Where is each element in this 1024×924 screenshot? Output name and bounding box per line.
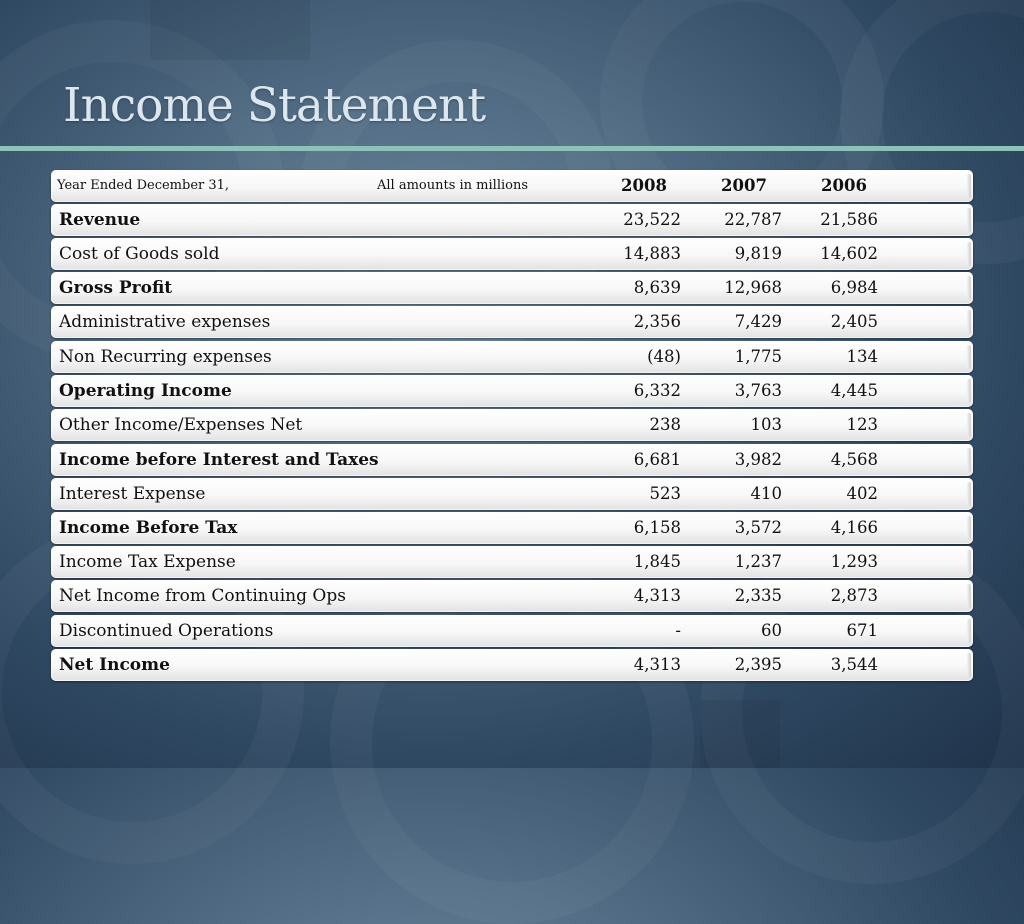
row-value-2008: 523 xyxy=(649,484,681,503)
row-label: Gross Profit xyxy=(59,278,173,298)
row-value-2008: 238 xyxy=(649,415,681,434)
row-value-2007: 1,775 xyxy=(734,347,782,366)
row-value-2007: 60 xyxy=(761,621,782,640)
row-value-2006: 402 xyxy=(846,484,878,503)
row-value-2007: 3,763 xyxy=(734,381,782,400)
row-value-2008: 6,332 xyxy=(633,381,681,400)
row-value-2008: 4,313 xyxy=(633,655,681,674)
row-value-2007: 7,429 xyxy=(734,312,782,331)
table-row xyxy=(51,478,973,510)
row-label: Net Income xyxy=(59,655,170,675)
title-divider xyxy=(0,146,1024,151)
row-value-2007: 3,572 xyxy=(734,518,782,537)
row-label: Discontinued Operations xyxy=(59,621,274,641)
row-value-2006: 4,568 xyxy=(830,450,878,469)
row-value-2007: 1,237 xyxy=(734,552,782,571)
row-value-2008: 6,158 xyxy=(633,518,681,537)
year-header-2006: 2006 xyxy=(821,176,867,195)
row-value-2006: 134 xyxy=(846,347,878,366)
table-row xyxy=(51,512,973,544)
row-label: Income before Interest and Taxes xyxy=(59,450,379,470)
row-value-2008: 23,522 xyxy=(623,210,681,229)
table-row xyxy=(51,546,973,578)
row-value-2006: 671 xyxy=(846,621,878,640)
table-row xyxy=(51,409,973,441)
row-value-2008: (48) xyxy=(647,347,681,366)
table-row xyxy=(51,341,973,373)
background-square xyxy=(150,0,310,60)
row-label: Non Recurring expenses xyxy=(59,347,272,367)
table-row xyxy=(51,375,973,407)
row-value-2006: 123 xyxy=(846,415,878,434)
row-value-2007: 410 xyxy=(750,484,782,503)
row-value-2008: 8,639 xyxy=(633,278,681,297)
row-label: Revenue xyxy=(59,210,141,230)
table-row xyxy=(51,580,973,612)
table-header-row xyxy=(51,170,973,202)
slide-title: Income Statement xyxy=(63,78,486,133)
row-value-2008: 14,883 xyxy=(623,244,681,263)
row-value-2008: - xyxy=(675,621,681,640)
period-label: Year Ended December 31, xyxy=(57,178,230,193)
row-label: Other Income/Expenses Net xyxy=(59,415,303,435)
row-value-2006: 3,544 xyxy=(830,655,878,674)
background-square xyxy=(700,700,780,768)
row-value-2006: 1,293 xyxy=(830,552,878,571)
row-value-2006: 2,405 xyxy=(830,312,878,331)
table-row xyxy=(51,444,973,476)
row-value-2006: 21,586 xyxy=(820,210,878,229)
row-value-2008: 2,356 xyxy=(633,312,681,331)
year-header-2008: 2008 xyxy=(621,176,667,195)
table-row xyxy=(51,615,973,647)
year-header-2007: 2007 xyxy=(721,176,767,195)
row-label: Interest Expense xyxy=(59,484,206,504)
row-value-2007: 2,335 xyxy=(734,586,782,605)
row-value-2008: 4,313 xyxy=(633,586,681,605)
row-value-2006: 4,445 xyxy=(830,381,878,400)
row-label: Net Income from Continuing Ops xyxy=(59,586,346,606)
table-row xyxy=(51,649,973,681)
row-label: Operating Income xyxy=(59,381,232,401)
row-value-2007: 3,982 xyxy=(734,450,782,469)
row-label: Income Before Tax xyxy=(59,518,238,538)
row-value-2007: 12,968 xyxy=(724,278,782,297)
row-value-2008: 1,845 xyxy=(633,552,681,571)
row-value-2006: 4,166 xyxy=(830,518,878,537)
table-row xyxy=(51,272,973,304)
row-value-2007: 9,819 xyxy=(734,244,782,263)
row-label: Administrative expenses xyxy=(59,312,271,332)
row-value-2006: 2,873 xyxy=(830,586,878,605)
units-label: All amounts in millions xyxy=(377,178,529,193)
row-value-2007: 2,395 xyxy=(734,655,782,674)
row-label: Cost of Goods sold xyxy=(59,244,220,264)
row-value-2007: 22,787 xyxy=(724,210,782,229)
row-value-2006: 14,602 xyxy=(820,244,878,263)
table-row xyxy=(51,306,973,338)
table-row xyxy=(51,238,973,270)
row-label: Income Tax Expense xyxy=(59,552,236,572)
row-value-2007: 103 xyxy=(750,415,782,434)
row-value-2008: 6,681 xyxy=(633,450,681,469)
table-row xyxy=(51,204,973,236)
row-value-2006: 6,984 xyxy=(830,278,878,297)
